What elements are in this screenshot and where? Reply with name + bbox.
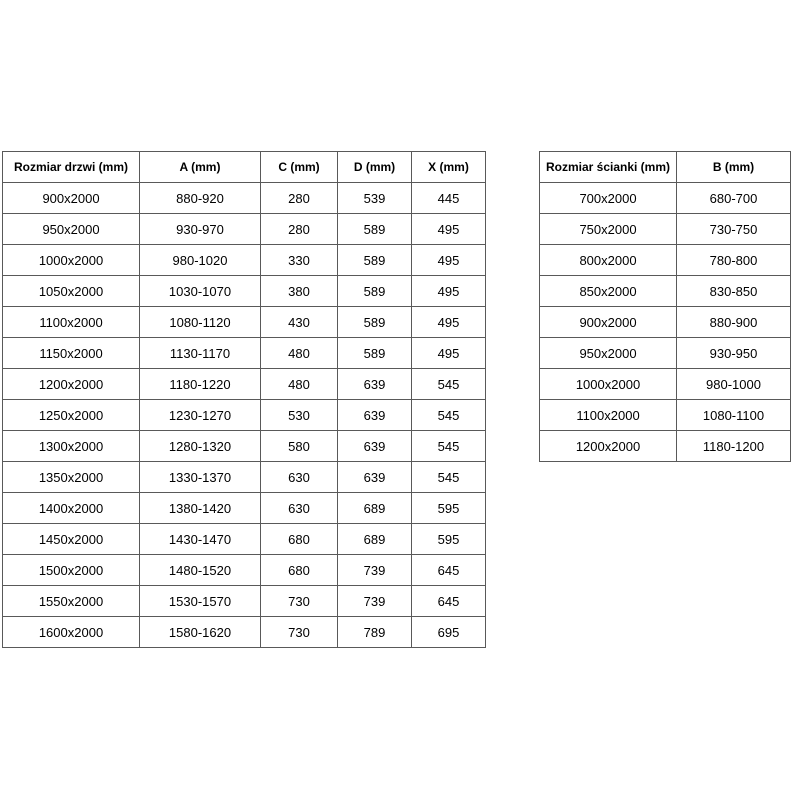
table-cell: 630 xyxy=(261,493,338,524)
table-row xyxy=(3,245,486,276)
table-cell: 780-800 xyxy=(677,245,791,276)
table-cell: 445 xyxy=(412,183,486,214)
table-row xyxy=(3,493,486,524)
table-cell: 930-970 xyxy=(140,214,261,245)
table-row xyxy=(3,555,486,586)
wall-table-header-row xyxy=(540,152,791,183)
table-row xyxy=(3,431,486,462)
table-cell: 589 xyxy=(338,214,412,245)
table-cell: 639 xyxy=(338,462,412,493)
table-cell: 539 xyxy=(338,183,412,214)
door-size-table xyxy=(2,151,486,648)
table-cell: 1600x2000 xyxy=(3,617,140,648)
column-header-d: D (mm) xyxy=(338,152,412,183)
table-cell: 639 xyxy=(338,400,412,431)
table-cell: 789 xyxy=(338,617,412,648)
table-cell: 1050x2000 xyxy=(3,276,140,307)
table-cell: 689 xyxy=(338,524,412,555)
table-cell: 850x2000 xyxy=(540,276,677,307)
table-cell: 1130-1170 xyxy=(140,338,261,369)
door-table-body xyxy=(3,183,486,648)
table-row xyxy=(3,462,486,493)
table-cell: 1280-1320 xyxy=(140,431,261,462)
table-cell: 280 xyxy=(261,214,338,245)
table-cell: 1250x2000 xyxy=(3,400,140,431)
table-row xyxy=(3,276,486,307)
table-row xyxy=(540,338,791,369)
table-cell: 695 xyxy=(412,617,486,648)
table-row xyxy=(3,586,486,617)
table-cell: 480 xyxy=(261,338,338,369)
table-cell: 589 xyxy=(338,338,412,369)
table-cell: 495 xyxy=(412,338,486,369)
table-cell: 680 xyxy=(261,555,338,586)
table-cell: 595 xyxy=(412,493,486,524)
table-cell: 589 xyxy=(338,245,412,276)
table-row xyxy=(540,400,791,431)
table-cell: 1080-1100 xyxy=(677,400,791,431)
table-cell: 545 xyxy=(412,400,486,431)
table-cell: 495 xyxy=(412,214,486,245)
table-cell: 330 xyxy=(261,245,338,276)
table-cell: 630 xyxy=(261,462,338,493)
column-header-a: A (mm) xyxy=(140,152,261,183)
column-header-wall-size: Rozmiar ścianki (mm) xyxy=(540,152,677,183)
table-cell: 980-1020 xyxy=(140,245,261,276)
table-cell: 545 xyxy=(412,369,486,400)
table-cell: 1080-1120 xyxy=(140,307,261,338)
table-cell: 645 xyxy=(412,555,486,586)
table-row xyxy=(3,369,486,400)
table-cell: 480 xyxy=(261,369,338,400)
table-cell: 1150x2000 xyxy=(3,338,140,369)
table-cell: 645 xyxy=(412,586,486,617)
table-cell: 680-700 xyxy=(677,183,791,214)
table-cell: 1480-1520 xyxy=(140,555,261,586)
table-cell: 1200x2000 xyxy=(3,369,140,400)
table-cell: 880-920 xyxy=(140,183,261,214)
table-cell: 589 xyxy=(338,276,412,307)
table-cell: 730 xyxy=(261,617,338,648)
column-header-b: B (mm) xyxy=(677,152,791,183)
table-cell: 900x2000 xyxy=(540,307,677,338)
table-row xyxy=(3,214,486,245)
table-cell: 1300x2000 xyxy=(3,431,140,462)
table-cell: 1550x2000 xyxy=(3,586,140,617)
column-header-x: X (mm) xyxy=(412,152,486,183)
table-cell: 689 xyxy=(338,493,412,524)
door-table-header-row xyxy=(3,152,486,183)
table-cell: 1030-1070 xyxy=(140,276,261,307)
table-row xyxy=(3,524,486,555)
table-cell: 1180-1220 xyxy=(140,369,261,400)
table-cell: 680 xyxy=(261,524,338,555)
table-cell: 800x2000 xyxy=(540,245,677,276)
table-cell: 730-750 xyxy=(677,214,791,245)
table-cell: 589 xyxy=(338,307,412,338)
table-cell: 380 xyxy=(261,276,338,307)
table-row xyxy=(540,214,791,245)
table-cell: 1380-1420 xyxy=(140,493,261,524)
table-cell: 1000x2000 xyxy=(3,245,140,276)
table-row xyxy=(540,245,791,276)
table-cell: 545 xyxy=(412,462,486,493)
table-cell: 900x2000 xyxy=(3,183,140,214)
table-row xyxy=(3,400,486,431)
table-cell: 730 xyxy=(261,586,338,617)
table-row xyxy=(3,307,486,338)
wall-table-body xyxy=(540,183,791,462)
column-header-c: C (mm) xyxy=(261,152,338,183)
table-cell: 1400x2000 xyxy=(3,493,140,524)
wall-size-table xyxy=(539,151,791,462)
table-cell: 1350x2000 xyxy=(3,462,140,493)
table-cell: 595 xyxy=(412,524,486,555)
table-cell: 980-1000 xyxy=(677,369,791,400)
table-cell: 700x2000 xyxy=(540,183,677,214)
table-row xyxy=(3,183,486,214)
table-cell: 1180-1200 xyxy=(677,431,791,462)
table-cell: 1100x2000 xyxy=(540,400,677,431)
table-row xyxy=(540,431,791,462)
table-cell: 430 xyxy=(261,307,338,338)
table-cell: 530 xyxy=(261,400,338,431)
table-cell: 545 xyxy=(412,431,486,462)
table-cell: 580 xyxy=(261,431,338,462)
table-cell: 495 xyxy=(412,276,486,307)
table-row xyxy=(540,369,791,400)
table-cell: 1230-1270 xyxy=(140,400,261,431)
table-cell: 950x2000 xyxy=(3,214,140,245)
table-cell: 280 xyxy=(261,183,338,214)
table-cell: 1530-1570 xyxy=(140,586,261,617)
table-cell: 739 xyxy=(338,586,412,617)
table-row xyxy=(3,338,486,369)
table-row xyxy=(540,183,791,214)
table-cell: 750x2000 xyxy=(540,214,677,245)
table-row xyxy=(540,307,791,338)
table-cell: 1100x2000 xyxy=(3,307,140,338)
table-cell: 1330-1370 xyxy=(140,462,261,493)
table-cell: 639 xyxy=(338,369,412,400)
table-cell: 739 xyxy=(338,555,412,586)
table-cell: 1450x2000 xyxy=(3,524,140,555)
table-cell: 495 xyxy=(412,307,486,338)
table-cell: 950x2000 xyxy=(540,338,677,369)
table-cell: 1200x2000 xyxy=(540,431,677,462)
table-cell: 495 xyxy=(412,245,486,276)
table-cell: 1580-1620 xyxy=(140,617,261,648)
table-cell: 880-900 xyxy=(677,307,791,338)
table-cell: 930-950 xyxy=(677,338,791,369)
table-cell: 830-850 xyxy=(677,276,791,307)
table-cell: 1430-1470 xyxy=(140,524,261,555)
table-cell: 1500x2000 xyxy=(3,555,140,586)
table-cell: 639 xyxy=(338,431,412,462)
table-row xyxy=(540,276,791,307)
table-cell: 1000x2000 xyxy=(540,369,677,400)
table-row xyxy=(3,617,486,648)
column-header-door-size: Rozmiar drzwi (mm) xyxy=(3,152,140,183)
